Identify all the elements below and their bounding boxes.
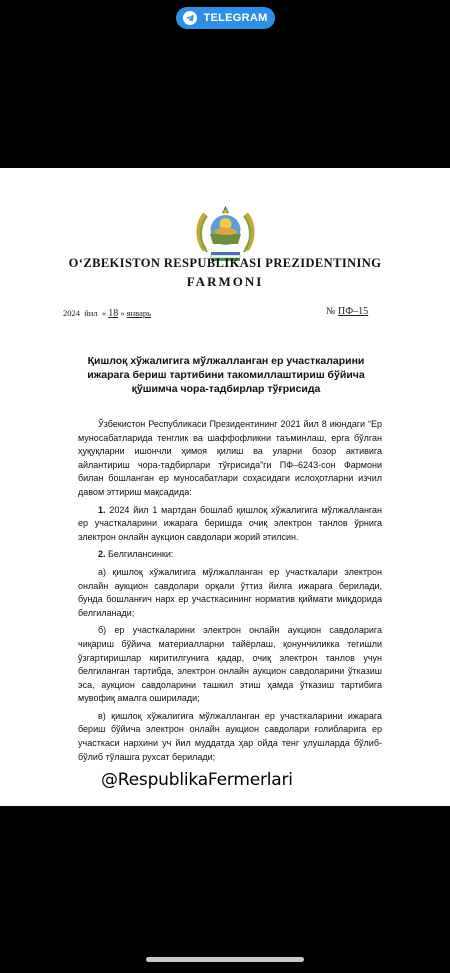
paragraph-1-text: 2024 йил 1 мартдан бошлаб қишлоқ хўжалигига мўлжалланган ер участкаларини ижарага беришда очиқ электрон танлов ўрнига электрон онлайн аукцион савдолари жорий этилсин. (78, 504, 382, 542)
date-quote-open: « (101, 308, 107, 318)
telegram-label: TELEGRAM (203, 12, 268, 24)
telegram-plane-icon (183, 11, 197, 25)
document-date (63, 308, 151, 319)
date-quote-close: » (120, 308, 125, 318)
document-heading: Қишлоқ хўжалигига мўлжалланган ер участкаларини ижарага бериш тартибини такомиллаштириш бўйича қўшимча чора-тадбирлар тўғрисида (87, 355, 365, 395)
channel-watermark: @RespublikaFermerlari (101, 770, 293, 790)
document-body (78, 418, 382, 768)
document-number (326, 306, 368, 317)
document-page (0, 168, 450, 806)
paragraph-2b: б) ер участкаларини электрон онлайн аукцион савдоларига чиқариш бўйича материалларни тайёрлаш, қонунчиликка тегишли ўзгартиришлар киритилгунига қадар, очиқ электрон танлов учун белгиланган тартибда, электрон онлайн аукцион савдоларини ўтказиш эса, аукцион савдоларини ташкил этиш ҳамда ўтказиш тартибига мувофиқ амалга оширилади; (78, 625, 382, 704)
paragraph-1 (78, 504, 382, 545)
paragraph-1-number: 1. (98, 504, 106, 515)
home-indicator[interactable] (146, 957, 304, 962)
paragraph-2-number: 2. (98, 549, 106, 560)
paragraph-intro: Ўзбекистон Республикаси Президентининг 2021 йил 8 июндаги “Ер муносабатларида тенглик ва шаффофликни таъминлаш, ерга бўлган ҳуқуқларни ишончли ҳимоя қилиш ва уларни бозор активига айлантириш чора-тадбирлари тўғрисида”ги ПФ–6243-сон Фармони билан бошланган ер муносабатлари соҳасидаги ислоҳотларни изчил давом эттириш мақсадида: (78, 419, 382, 497)
date-month: январь (126, 308, 151, 318)
document-org: O‘ZBEKISTON RESPUBLIKASI PREZIDENTINING (68, 256, 382, 270)
number-value: ПФ–15 (338, 306, 369, 317)
date-yil: йил (84, 308, 98, 318)
paragraph-2 (78, 548, 382, 562)
date-day: 18 (108, 308, 119, 319)
document-type: FARMONI (186, 274, 264, 289)
telegram-badge[interactable] (176, 7, 275, 29)
date-year: 2024 (63, 308, 80, 318)
paragraph-2a: а) қишлоқ хўжалигига мўлжалланган ер участкалари электрон онлайн аукцион савдолари орқали ўттиз йилга ижарага берилади, бунда бошланғич нарх ер участкасининг норматив қиймати миқдорида белгиланади; (78, 566, 382, 618)
paragraph-2v: в) қишлоқ хўжалигига мўлжалланган ер участкаларини ижарага бериш бўйича электрон онлайн аукцион савдолари ғолибларига ер участкаси нархини уч йил муддатда ҳар ойда тенг улушларда бўлиб-бўлиб тўлашга рухсат берилади; (78, 710, 382, 762)
number-prefix: № (326, 306, 336, 317)
paragraph-2-text: Белгилансинки: (105, 549, 174, 560)
